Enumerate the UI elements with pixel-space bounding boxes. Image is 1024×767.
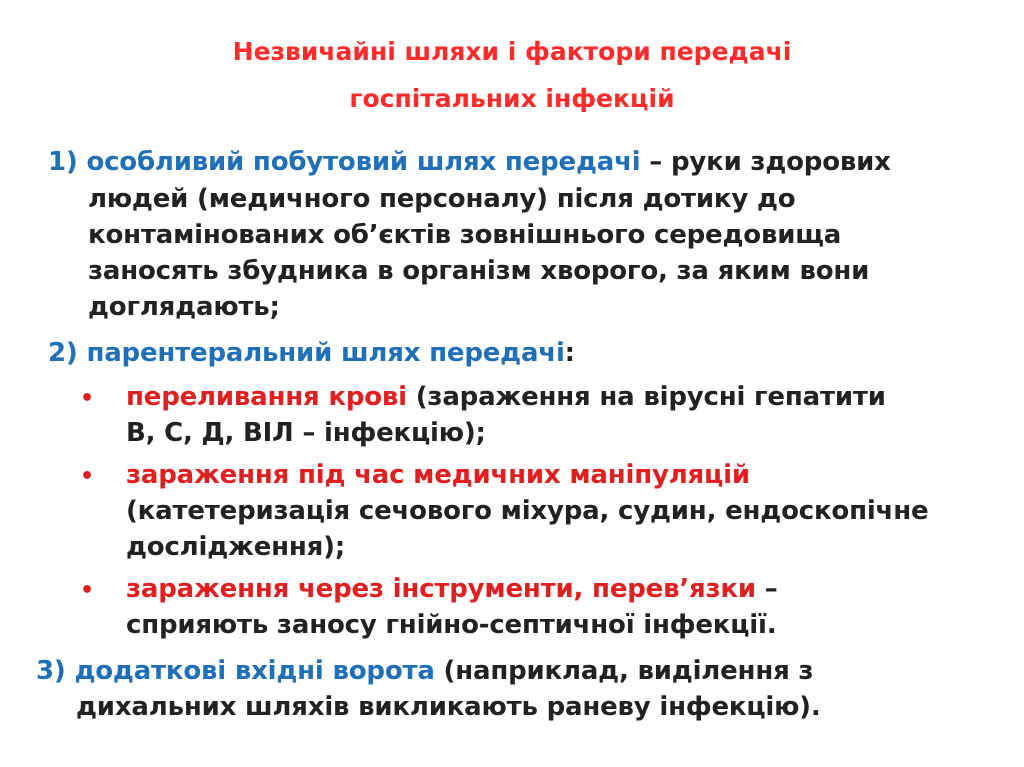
- bullet-2-desc-line-2: (катетеризація сечового міхура, судин, ендоскопічне: [126, 496, 929, 526]
- item-1-number: 1): [48, 147, 78, 177]
- item-2-term: парентеральний шлях передачі: [86, 338, 565, 368]
- item-3-number: 3): [36, 656, 66, 686]
- item-1-first-line: [48, 145, 891, 179]
- slide-title-line-2: госпітальних інфекцій: [349, 84, 675, 113]
- bullet-1-first-line: [126, 380, 886, 414]
- item-3-desc-line-2: дихальних шляхів викликають раневу інфекцію).: [76, 692, 821, 722]
- item-2-heading: [48, 336, 575, 370]
- bullet-1-term: переливання крові: [126, 382, 407, 412]
- bullet-2-marker: •: [80, 464, 95, 489]
- item-3-term: додаткові вхідні ворота: [74, 656, 435, 686]
- bullet-3-first-line: [126, 572, 778, 606]
- item-1-term: особливий побутовий шлях передачі: [86, 147, 641, 177]
- bullet-1-desc-line-1: (зараження на вірусні гепатити: [406, 382, 886, 412]
- bullet-3-desc-line-2: сприяють заносу гнійно-септичної інфекції.: [126, 610, 777, 640]
- item-1-desc-line-4: заносять збудника в організм хворого, за яким вони: [88, 256, 870, 286]
- bullet-3-marker: •: [80, 578, 95, 603]
- item-3-first-line: [36, 654, 813, 688]
- item-2-colon: :: [564, 338, 575, 368]
- item-1-desc-line-2: людей (медичного персоналу) після дотику до: [88, 184, 796, 214]
- item-2-number: 2): [48, 338, 78, 368]
- bullet-1-marker: •: [80, 386, 95, 411]
- item-1-desc-line-3: контамінованих об’єктів зовнішнього середовища: [88, 220, 842, 250]
- item-1-desc-line-1: – руки здорових: [640, 147, 891, 177]
- slide-title-line-1: Незвичайні шляхи і фактори передачі: [232, 37, 792, 66]
- bullet-2-desc-line-3: дослідження);: [126, 532, 346, 562]
- bullet-3-term: зараження через інструменти, перев’язки: [126, 574, 756, 604]
- item-3-desc-line-1: (наприклад, виділення з: [434, 656, 814, 686]
- item-1-desc-line-5: доглядають;: [88, 292, 280, 322]
- bullet-3-desc-line-1: –: [755, 574, 778, 604]
- bullet-1-desc-line-2: В, С, Д, ВІЛ – інфекцію);: [126, 418, 486, 448]
- bullet-2-term: зараження під час медичних маніпуляцій: [126, 460, 750, 490]
